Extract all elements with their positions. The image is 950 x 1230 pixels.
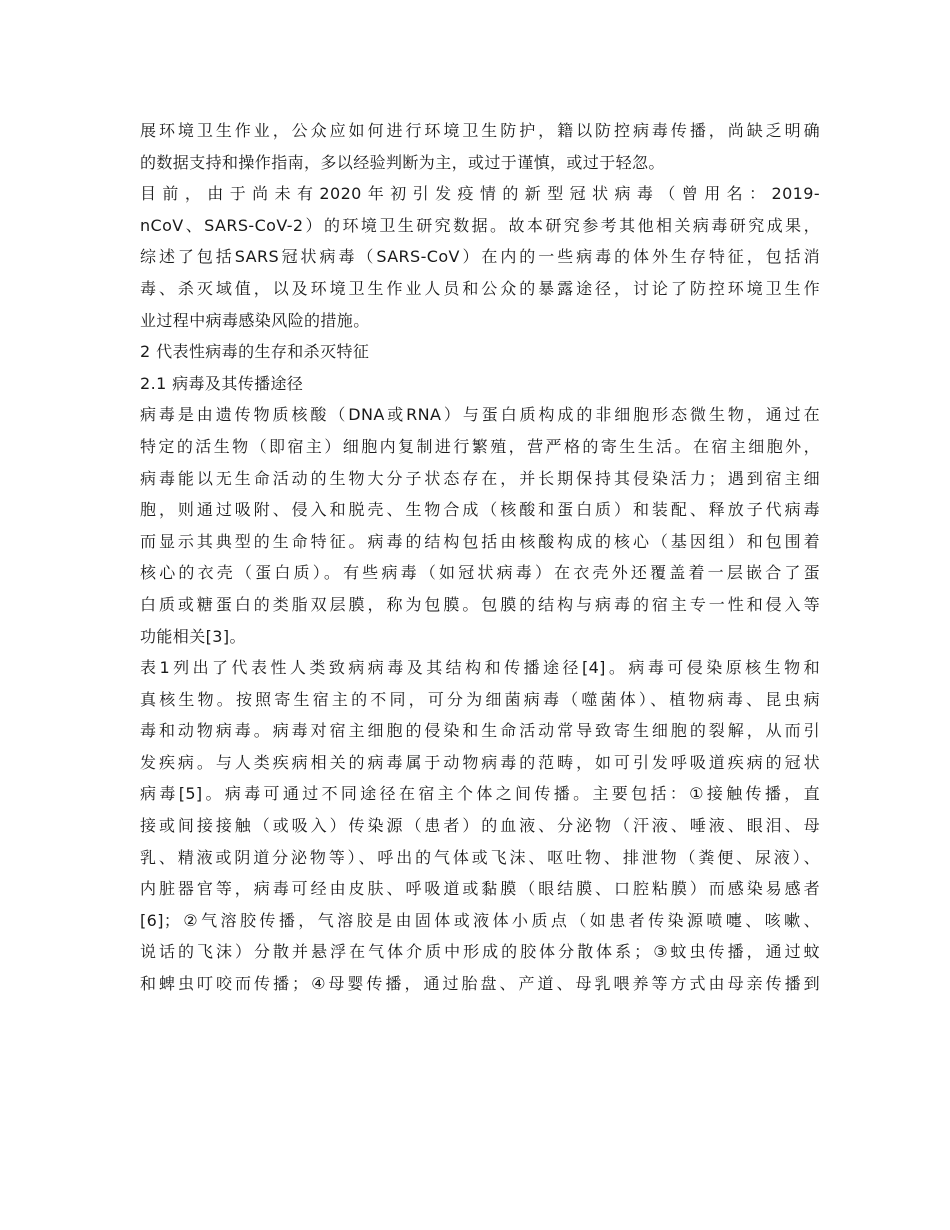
text-line: 特定的活生物（即宿主）细胞内复制进行繁殖，营严格的寄生生活。在宿主细胞外， [140,436,820,456]
text-line: 病毒是由遗传物质核酸（DNA或RNA）与蛋白质构成的非细胞形态微生物，通过在 [140,405,820,425]
subsection-heading: 2.1 病毒及其传播途径 [140,373,304,393]
text-line: 毒和动物病毒。病毒对宿主细胞的侵染和生命活动常导致寄生细胞的裂解，从而引 [140,721,820,741]
text-line: 接或间接接触（或吸入）传染源（患者）的血液、分泌物（汗液、唾液、眼泪、母 [140,816,820,836]
text-line: 业过程中病毒感染风险的措施。 [140,310,370,330]
text-line: 综述了包括SARS冠状病毒（SARS-CoV）在内的一些病毒的体外生存特征，包括消 [140,247,820,267]
text-line: 而显示其典型的生命特征。病毒的结构包括由核酸构成的核心（基因组）和包围着 [140,531,820,551]
text-line: 展环境卫生作业，公众应如何进行环境卫生防护，籍以防控病毒传播，尚缺乏明确 [140,121,820,140]
text-line: 乳、精液或阴道分泌物等）、呼出的气体或飞沫、呕吐物、排泄物（粪便、尿液）、 [140,847,820,867]
body-text [140,115,820,1000]
text-line: 核心的衣壳（蛋白质）。有些病毒（如冠状病毒）在衣壳外还覆盖着一层嵌合了蛋 [140,563,820,583]
text-line: 真核生物。按照寄生宿主的不同，可分为细菌病毒（噬菌体）、植物病毒、昆虫病 [140,689,820,709]
text-line: 发疾病。与人类疾病相关的病毒属于动物病毒的范畴，如可引发呼吸道疾病的冠状 [140,752,820,772]
text-line: 说话的飞沫）分散并悬浮在气体介质中形成的胶体分散体系；③蚊虫传播，通过蚊 [140,942,820,962]
text-line: 毒、杀灭域值，以及环境卫生作业人员和公众的暴露途径，讨论了防控环境卫生作 [140,278,820,298]
text-line: [6]；②气溶胶传播，气溶胶是由固体或液体小质点（如患者传染源喷嚏、咳嗽、 [140,910,820,930]
text-line: nCoV、SARS-CoV-2）的环境卫生研究数据。故本研究参考其他相关病毒研究成果， [140,215,820,235]
text-line: 的数据支持和操作指南，多以经验判断为主，或过于谨慎，或过于轻忽。 [140,152,665,172]
text-line: 胞，则通过吸附、侵入和脱壳、生物合成（核酸和蛋白质）和装配、释放子代病毒 [140,500,820,520]
text-line: 内脏器官等，病毒可经由皮肤、呼吸道或黏膜（眼结膜、口腔粘膜）而感染易感者 [140,879,820,899]
text-line: 病毒能以无生命活动的生物大分子状态存在，并长期保持其侵染活力；遇到宿主细 [140,468,820,488]
text-line: 和蜱虫叮咬而传播；④母婴传播，通过胎盘、产道、母乳喂养等方式由母亲传播到 [140,974,820,994]
text-line: 功能相关[3]。 [140,626,246,646]
section-heading: 2 代表性病毒的生存和杀灭特征 [140,342,370,362]
text-line: 白质或糖蛋白的类脂双层膜，称为包膜。包膜的结构与病毒的宿主专一性和侵入等 [140,594,820,614]
text-line: 表1列出了代表性人类致病病毒及其结构和传播途径[4]。病毒可侵染原核生物和 [140,658,820,678]
text-line: 病毒[5]。病毒可通过不同途径在宿主个体之间传播。主要包括：①接触传播，直 [140,784,820,804]
text-line: 目前，由于尚未有2020年初引发疫情的新型冠状病毒（曾用名：2019- [140,184,820,204]
